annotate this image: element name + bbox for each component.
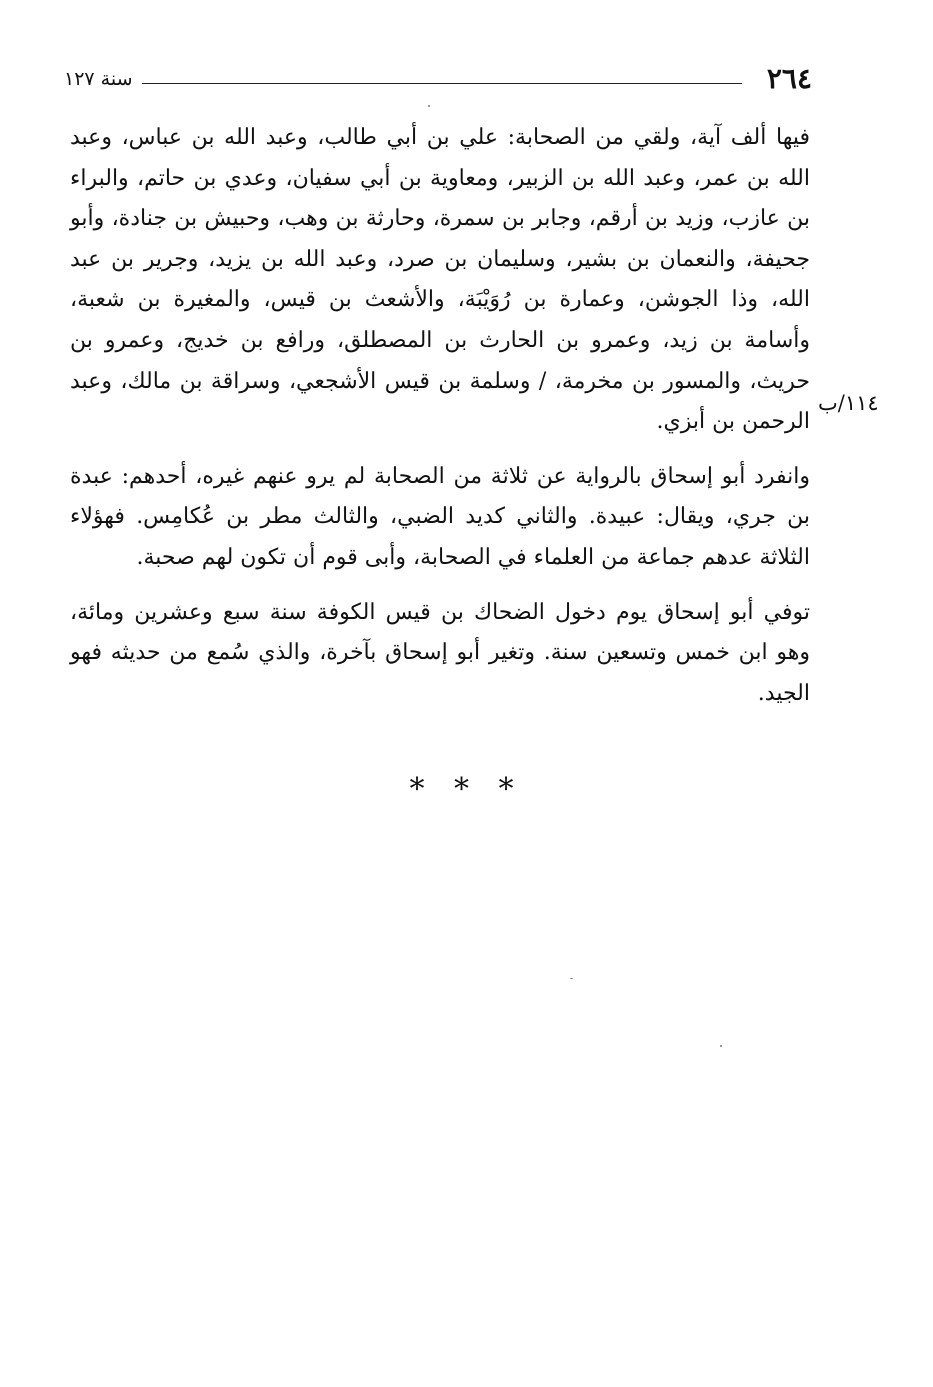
main-text <box>70 118 810 714</box>
running-head: سنة ١٢٧ <box>64 68 133 90</box>
margin-folio-reference: ١١٤/ب <box>818 391 879 415</box>
section-separator: * * * <box>409 772 524 807</box>
paragraph-unique-narrations: وانفرد أبو إسحاق بالرواية عن ثلاثة من الصحابة لم يرو عنهم غيره، أحدهم: عبدة بن جري، ويقال: عبيدة. والثاني كديد الضبي، والثالث مطر بن عُكامِس. فهؤلاء الثلاثة عدهم جماعة من العلماء في الصحابة، وأبى قوم أن تكون لهم صحبة. <box>70 463 810 570</box>
page-header <box>64 62 812 96</box>
header-rule <box>142 83 742 84</box>
scan-speck <box>720 1045 722 1047</box>
scan-speck <box>570 978 573 979</box>
paragraph-companions: فيها ألف آية، ولقي من الصحابة: علي بن أبي طالب، وعبد الله بن عباس، وعبد الله بن عمر، وعبد الله بن الزبير، ومعاوية بن أبي سفيان، وعدي بن حاتم، والبراء بن عازب، وزيد بن أرقم، وجابر بن سمرة، وحارثة بن وهب، وحبيش بن جنادة، وأبو جحيفة، والنعمان بن بشير، وسليمان بن صرد، وعبد الله بن يزيد، وجرير بن عبد الله، وذا الجوشن، وعمارة بن رُوَيْبَة، والأشعث بن قيس، والمغيرة بن شعبة، وأسامة بن زيد، وعمرو بن الحارث بن المصطلق، ورافع بن خديج، وعمرو بن حريث، والمسور بن مخرمة، / وسلمة بن قيس الأشجعي، وسراقة بن مالك، وعبد الرحمن بن أبزي. <box>70 125 810 435</box>
paragraph-death: توفي أبو إسحاق يوم دخول الضحاك بن قيس الكوفة سنة سبع وعشرين ومائة، وهو ابن خمس وتسعين سنة. وتغير أبو إسحاق بآخرة، والذي سُمع من حديثه فهو الجيد. <box>70 599 810 706</box>
scan-speck <box>428 105 430 107</box>
page-number: ٢٦٤ <box>766 62 812 95</box>
